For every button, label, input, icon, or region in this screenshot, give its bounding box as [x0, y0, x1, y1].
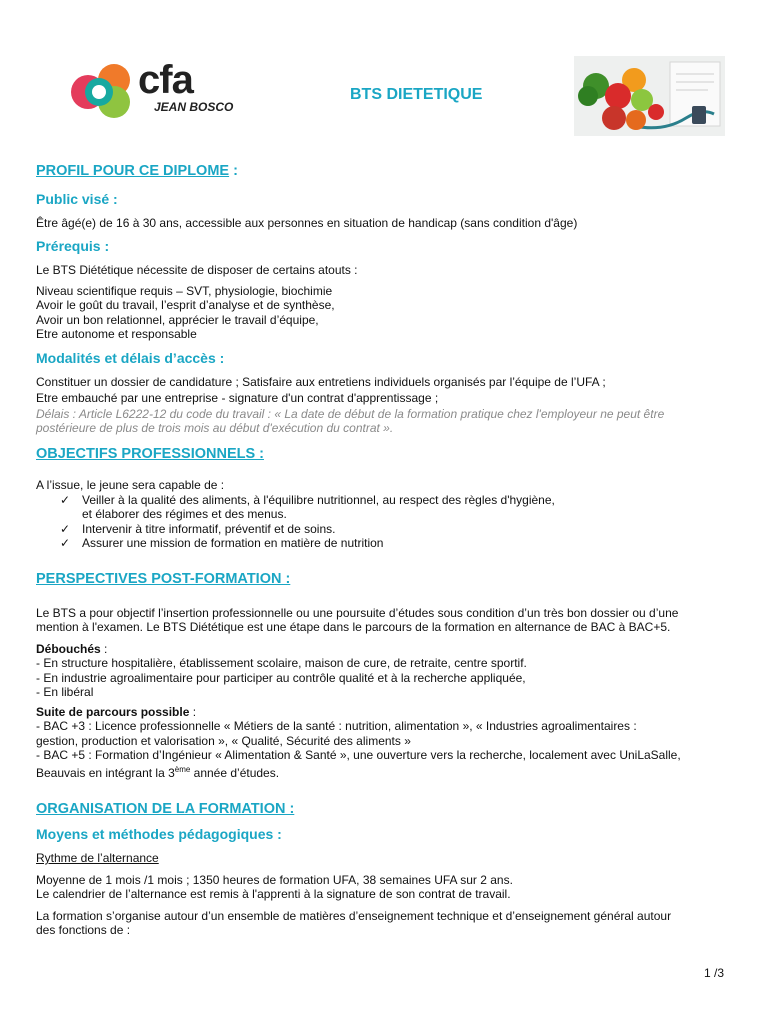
objectifs-heading-text: OBJECTIFS PROFESSIONNELS :: [36, 446, 264, 462]
prereq-intro: Le BTS Diététique nécessite de disposer de certains atouts :: [36, 263, 358, 277]
debouches-suffix: :: [100, 642, 108, 656]
check-icon: ✓: [60, 536, 71, 551]
paragraph-line: La formation s’organise autour d’un ensemble de matières d’enseignement technique et d’enseignement général autour: [36, 909, 672, 923]
list-item: Niveau scientifique requis – SVT, physiologie, biochimie: [36, 284, 333, 298]
profil-heading-suffix: :: [229, 163, 238, 179]
list-item: Etre autonome et responsable: [36, 327, 197, 342]
list-item: Constituer un dossier de candidature ; Satisfaire aux entretiens individuels organisés par l’équipe de l’UFA ;: [36, 375, 606, 389]
document-title: BTS DIETETIQUE: [350, 86, 483, 103]
logo-text: cfa: [138, 58, 193, 102]
list-item-text: et élaborer des régimes et des menus.: [82, 507, 287, 522]
list-item: - En industrie agroalimentaire pour participer au contrôle qualité et à la recherche appliquée,: [36, 670, 526, 685]
profil-heading-text: PROFIL POUR CE DIPLOME: [36, 163, 230, 179]
list-item: - En libéral: [36, 685, 94, 700]
list-item: Avoir le goût du travail, l’esprit d’analyse et de synthèse,: [36, 298, 335, 313]
paragraph-line: Moyenne de 1 mois /1 mois ; 1350 heures de formation UFA, 38 semaines UFA sur 2 ans.: [36, 873, 513, 887]
moyens-heading: Moyens et méthodes pédagogiques :: [36, 826, 282, 842]
list-item: [60, 522, 555, 536]
modalites-list: [36, 375, 606, 406]
rythme-label: Rythme de l’alternance: [36, 851, 159, 865]
paragraph-line: - BAC +5 : Formation d’Ingénieur « Alimentation & Santé », une ouverture vers la recherche, localement avec UniLaSalle,: [36, 748, 681, 763]
public-heading: Public visé :: [36, 191, 118, 207]
public-text: Être âgé(e) de 16 à 30 ans, accessible aux personnes en situation de handicap (sans condition d'âge): [36, 216, 578, 230]
objectifs-intro: A l’issue, le jeune sera capable de :: [36, 478, 225, 492]
suite-block: [36, 705, 681, 780]
text-span: Beauvais en intégrant la 3: [36, 765, 175, 780]
prereq-heading: Prérequis :: [36, 238, 110, 254]
list-item: [60, 536, 555, 550]
list-item-text: Intervenir à titre informatif, préventif et de soins.: [82, 521, 336, 536]
suite-title: [36, 705, 681, 719]
check-icon: ✓: [60, 521, 71, 536]
objectifs-list: [60, 493, 555, 551]
organisation-heading: [36, 801, 294, 817]
logo-subtext: JEAN BOSCO: [154, 100, 234, 114]
list-item: - En structure hospitalière, établissement scolaire, maison de cure, de retraite, centre sportif.: [36, 656, 527, 671]
rythme-text: [36, 873, 513, 902]
profil-heading: [36, 163, 238, 179]
text-span: année d’études.: [190, 765, 280, 780]
list-item: Avoir un bon relationnel, apprécier le travail d’équipe,: [36, 312, 319, 327]
paragraph-line: Le BTS a pour objectif l’insertion professionnelle ou une poursuite d’études sous condition d’un très bon dossier ou d’une: [36, 606, 679, 620]
organisation-heading-text: ORGANISATION DE LA FORMATION :: [36, 801, 295, 817]
superscript: ème: [174, 764, 191, 774]
delais-line: postérieure de plus de trois mois au début d'exécution du contrat ».: [36, 421, 394, 436]
paragraph-line: gestion, production et valorisation », « Qualité, Sécurité des aliments »: [36, 733, 411, 748]
paragraph-line: des fonctions de :: [36, 923, 131, 938]
list-item-text: Assurer une mission de formation en matière de nutrition: [82, 536, 384, 551]
suite-suffix: :: [189, 705, 197, 719]
suite-label: Suite de parcours possible: [36, 705, 190, 719]
paragraph-line: Le calendrier de l’alternance est remis à l'apprenti à la signature de son contrat de travail.: [36, 887, 511, 902]
check-icon: ✓: [60, 493, 71, 507]
paragraph-line: [36, 763, 681, 780]
paragraph-line: mention à l'examen. Le BTS Diététique est une étape dans le parcours de la formation en alternance de BAC à BAC+5.: [36, 620, 671, 635]
debouches-label: Débouchés: [36, 642, 101, 656]
modalites-heading: Modalités et délais d’accès :: [36, 350, 225, 366]
cfa-logo: [68, 58, 258, 122]
organisation-text: [36, 909, 671, 938]
prereq-list: [36, 284, 335, 342]
objectifs-heading: [36, 446, 264, 462]
perspectives-intro: [36, 606, 678, 635]
list-item-text: Veiller à la qualité des aliments, à l'équilibre nutritionnel, au respect des règles d'hygiène,: [82, 493, 555, 507]
delais-note: [36, 407, 664, 436]
list-item-continuation: [60, 507, 555, 521]
perspectives-heading-text: PERSPECTIVES POST-FORMATION :: [36, 571, 291, 587]
delais-line: Délais : Article L6222-12 du code du travail : « La date de début de la formation pratique chez l'employeur ne peut être: [36, 407, 665, 421]
page-number: 1 /3: [703, 965, 724, 980]
list-item: [60, 493, 555, 507]
perspectives-heading: [36, 571, 290, 587]
header-image: [574, 56, 725, 136]
list-item: Etre embauché par une entreprise - signature d'un contrat d'apprentissage ;: [36, 391, 439, 406]
debouches-title: [36, 642, 527, 656]
debouches-block: [36, 642, 527, 700]
paragraph-line: - BAC +3 : Licence professionnelle « Métiers de la santé : nutrition, alimentation », « Industries agroalimentaires :: [36, 719, 637, 734]
